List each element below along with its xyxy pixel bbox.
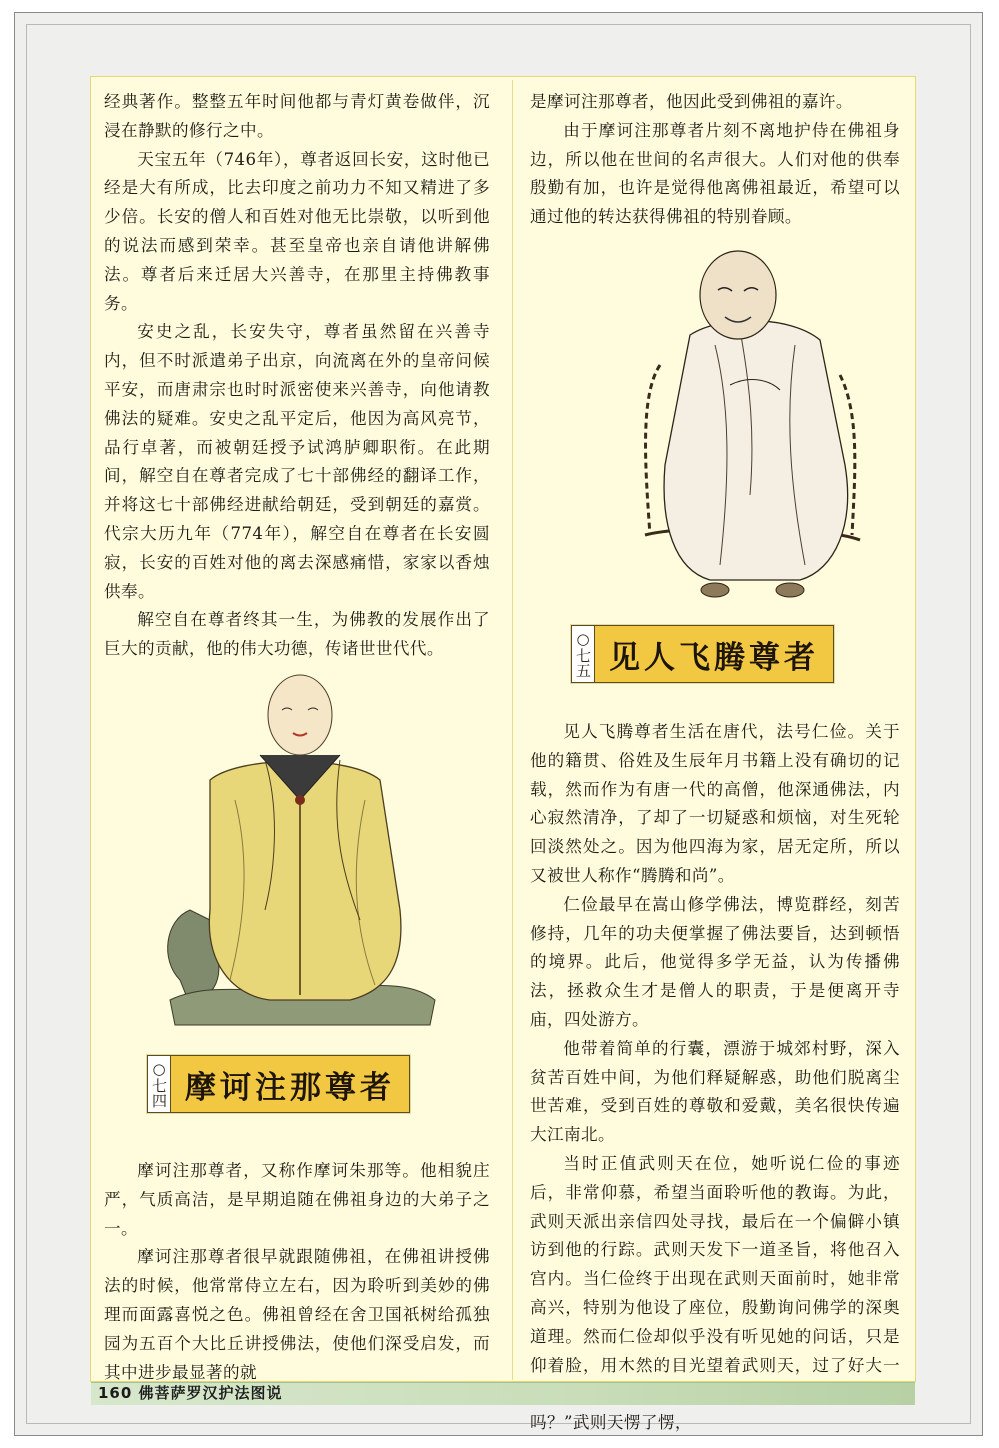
section-title-074 xyxy=(147,1055,410,1113)
left-column-top-text xyxy=(104,88,490,664)
monk-illustration-mahachunda xyxy=(150,660,450,1040)
paragraph: 他带着简单的行囊，漂游于城郊村野，深入贫苦百姓中间，为他们释疑解惑，助他们脱离尘世苦难，受到百姓的尊敬和爱戴，美名很快传遍大江南北。 xyxy=(530,1038,900,1145)
page-footer: 160 佛菩萨罗汉护法图说 xyxy=(98,1384,283,1402)
paragraph: 经典著作。整整五年时间他都与青灯黄卷做伴，沉浸在静默的修行之中。 xyxy=(104,92,490,140)
section-number: ○七五 xyxy=(572,626,595,682)
section-number: ○七四 xyxy=(148,1056,171,1112)
section-heading: 见人飞腾尊者 xyxy=(595,626,833,682)
paragraph: 见人飞腾尊者生活在唐代，法号仁俭。关于他的籍贯、俗姓及生辰年月书籍上没有确切的记载，然而作为有唐一代的高僧，他深通佛法，内心寂然清净，了却了一切疑惑和烦恼，对生死轮回淡然处之。因为他四海为家，居无定所，所以又被世人称作“腾腾和尚”。 xyxy=(530,722,900,885)
right-column-top-text xyxy=(530,88,900,232)
section-title-075 xyxy=(571,625,834,683)
paragraph: 天宝五年（746年），尊者返回长安，这时他已经是大有所成，比去印度之前功力不知又精进了多少倍。长安的僧人和百姓对他无比崇敬，以听到他的说法而感到荣幸。甚至皇帝也亲自请他讲解佛法。尊者后来迁居大兴善寺，在那里主持佛教事务。 xyxy=(104,149,490,313)
paragraph: 当时正值武则天在位，她听说仁俭的事迹后，非常仰慕，希望当面聆听他的教诲。为此，武则天派出亲信四处寻找，最后在一个偏僻小镇访到他的行踪。武则天发下一道圣旨，将他召入宫内。当仁俭终于出现在武则天面前时，她非常高兴，特别为他设了座位，殷勤询问佛学的深奥道理。然而仁俭却似乎没有听见她的问话，只是仰着脸，用木然的目光望着武则天，过了好大一 吗？”武则天愣了愣， xyxy=(530,1153,900,1433)
paragraph: 仁俭最早在嵩山修学佛法，博览群经，刻苦修持，几年的功夫便掌握了佛法要旨，达到顿悟的境界。此后，他觉得多学无益，认为传播佛法，拯救众生才是僧人的职责，于是便离开寺庙，四处游方。 xyxy=(530,894,900,1029)
monk-illustration-flying-venerable xyxy=(620,235,880,610)
section-heading: 摩诃注那尊者 xyxy=(171,1056,409,1112)
paragraph: 摩诃注那尊者很早就跟随佛祖，在佛祖讲授佛法的时候，他常常侍立左右，因为聆听到美妙的佛理而面露喜悦之色。佛祖曾经在舍卫国祇树给孤独园为五百个大比丘讲授佛法，使他们深受启发，而其中进步最显著的就 xyxy=(104,1247,490,1382)
paragraph: 是摩诃注那尊者，他因此受到佛祖的嘉许。 xyxy=(530,92,853,111)
right-column-bottom-text xyxy=(530,718,900,1438)
paragraph: 摩诃注那尊者，又称作摩诃朱那等。他相貌庄严，气质高洁，是早期追随在佛祖身边的大弟子之一。 xyxy=(104,1161,490,1238)
paragraph: 解空自在尊者终其一生，为佛教的发展作出了巨大的贡献，他的伟大功德，传诸世世代代。 xyxy=(104,610,490,659)
column-divider xyxy=(512,80,513,1380)
paragraph: 由于摩诃注那尊者片刻不离地护侍在佛祖身边，所以他在世间的名声很大。人们对他的供奉殷勤有加，也许是觉得他离佛祖最近，希望可以通过他的转达获得佛祖的特别眷顾。 xyxy=(530,120,900,227)
paragraph: 安史之乱，长安失守，尊者虽然留在兴善寺内，但不时派遣弟子出京，向流离在外的皇帝问候平安，而唐肃宗也时时派密使来兴善寺，向他请教佛法的疑难。安史之乱平定后，他因为高风亮节，品行卓著，而被朝廷授予试鸿胪卿职衔。在此期间，解空自在尊者完成了七十部佛经的翻译工作，并将这七十部佛经进献给朝廷，受到朝廷的嘉赏。代宗大历九年（774年），解空自在尊者在长安圆寂，长安的百姓对他的离去深感痛惜，家家以香烛供奉。 xyxy=(104,322,490,601)
left-column-bottom-text xyxy=(104,1157,490,1387)
